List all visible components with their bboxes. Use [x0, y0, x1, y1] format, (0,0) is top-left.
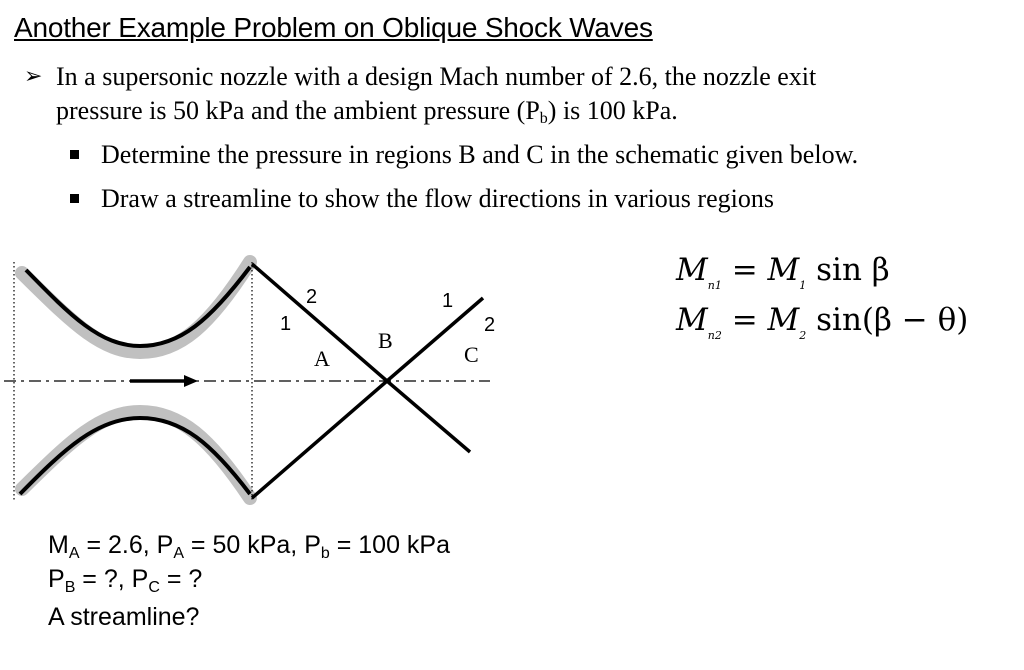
region-a-label: A — [314, 346, 330, 371]
formula-mn2: $M_{n2} = M_2$ sin(β − θ) — [676, 302, 969, 342]
sub-bullet-1-text: Determine the pressure in regions B and C in the schematic given below. — [101, 140, 859, 169]
given-ma-val: = 2.6, P — [79, 531, 174, 559]
formula-mn2-rhs-sub: 2 — [799, 329, 807, 342]
streamline-question: A streamline? — [48, 603, 200, 631]
unknown-pb-val: = ?, P — [75, 565, 149, 593]
given-pb-val: = 100 kPa — [329, 531, 451, 559]
given-pa-val: = 50 kPa, P — [183, 531, 321, 559]
shock-reflected-up — [387, 298, 483, 381]
formula-mn1-lhs-sub: n1 — [707, 279, 722, 292]
formula-mn1-lhs: M — [676, 252, 708, 288]
given-ma: M — [48, 531, 69, 559]
arrow-bullet-icon: ➢ — [24, 64, 43, 89]
given-ma-sub: A — [68, 545, 80, 562]
unknown-pc-val: = ? — [159, 565, 203, 593]
slide-title: Another Example Problem on Oblique Shock Waves — [14, 12, 653, 43]
formula-mn2-rhs: M — [767, 302, 800, 338]
formula-mn1-rhs: M — [767, 252, 800, 288]
formula-mn1: $M_{n1} = M_1$ sin β — [676, 252, 890, 292]
main-bullet-line2-sub: b — [539, 110, 548, 127]
shock-left-label-2: 2 — [306, 286, 318, 308]
formula-mn1-rhs-sub: 1 — [799, 279, 807, 292]
sub-bullet-2-text: Draw a streamline to show the flow directions in various regions — [101, 184, 774, 213]
unknown-pb-sub: B — [64, 579, 76, 596]
shock-right-label-1: 1 — [442, 290, 454, 312]
square-bullet-icon — [70, 194, 79, 203]
shock-reflected-down — [387, 381, 470, 452]
unknown-p: P — [48, 565, 65, 593]
shock-right-label-2: 2 — [484, 314, 496, 336]
main-bullet-line2-post: ) is 100 kPa. — [547, 96, 678, 125]
formula-mn2-lhs: M — [676, 302, 708, 338]
unknown-pc-sub: C — [148, 579, 160, 596]
shock-lower-incident — [252, 381, 387, 498]
nozzle-shock-diagram — [0, 240, 520, 510]
given-pa-sub: A — [173, 545, 184, 562]
given-pb-sub: b — [320, 545, 330, 562]
sub-bullet-2 — [70, 184, 774, 214]
formula-mn2-lhs-sub: n2 — [707, 329, 722, 342]
shock-left-label-1: 1 — [280, 313, 292, 335]
formula-mn2-tail: sin(β − θ) — [816, 302, 969, 338]
main-bullet-line2-pre: pressure is 50 kPa and the ambient pressure (P — [56, 96, 540, 125]
flow-arrow-head — [184, 375, 198, 387]
formula-mn1-tail: sin β — [816, 252, 890, 288]
main-bullet — [24, 60, 1014, 128]
main-bullet-text — [56, 60, 1014, 128]
region-c-label: C — [464, 342, 479, 367]
square-bullet-icon — [70, 150, 79, 159]
given-values-line — [48, 530, 450, 560]
main-bullet-line1: In a supersonic nozzle with a design Mach number of 2.6, the nozzle exit — [56, 62, 817, 91]
region-b-label: B — [378, 328, 393, 353]
sub-bullet-1 — [70, 140, 858, 170]
unknowns-line — [48, 564, 202, 594]
